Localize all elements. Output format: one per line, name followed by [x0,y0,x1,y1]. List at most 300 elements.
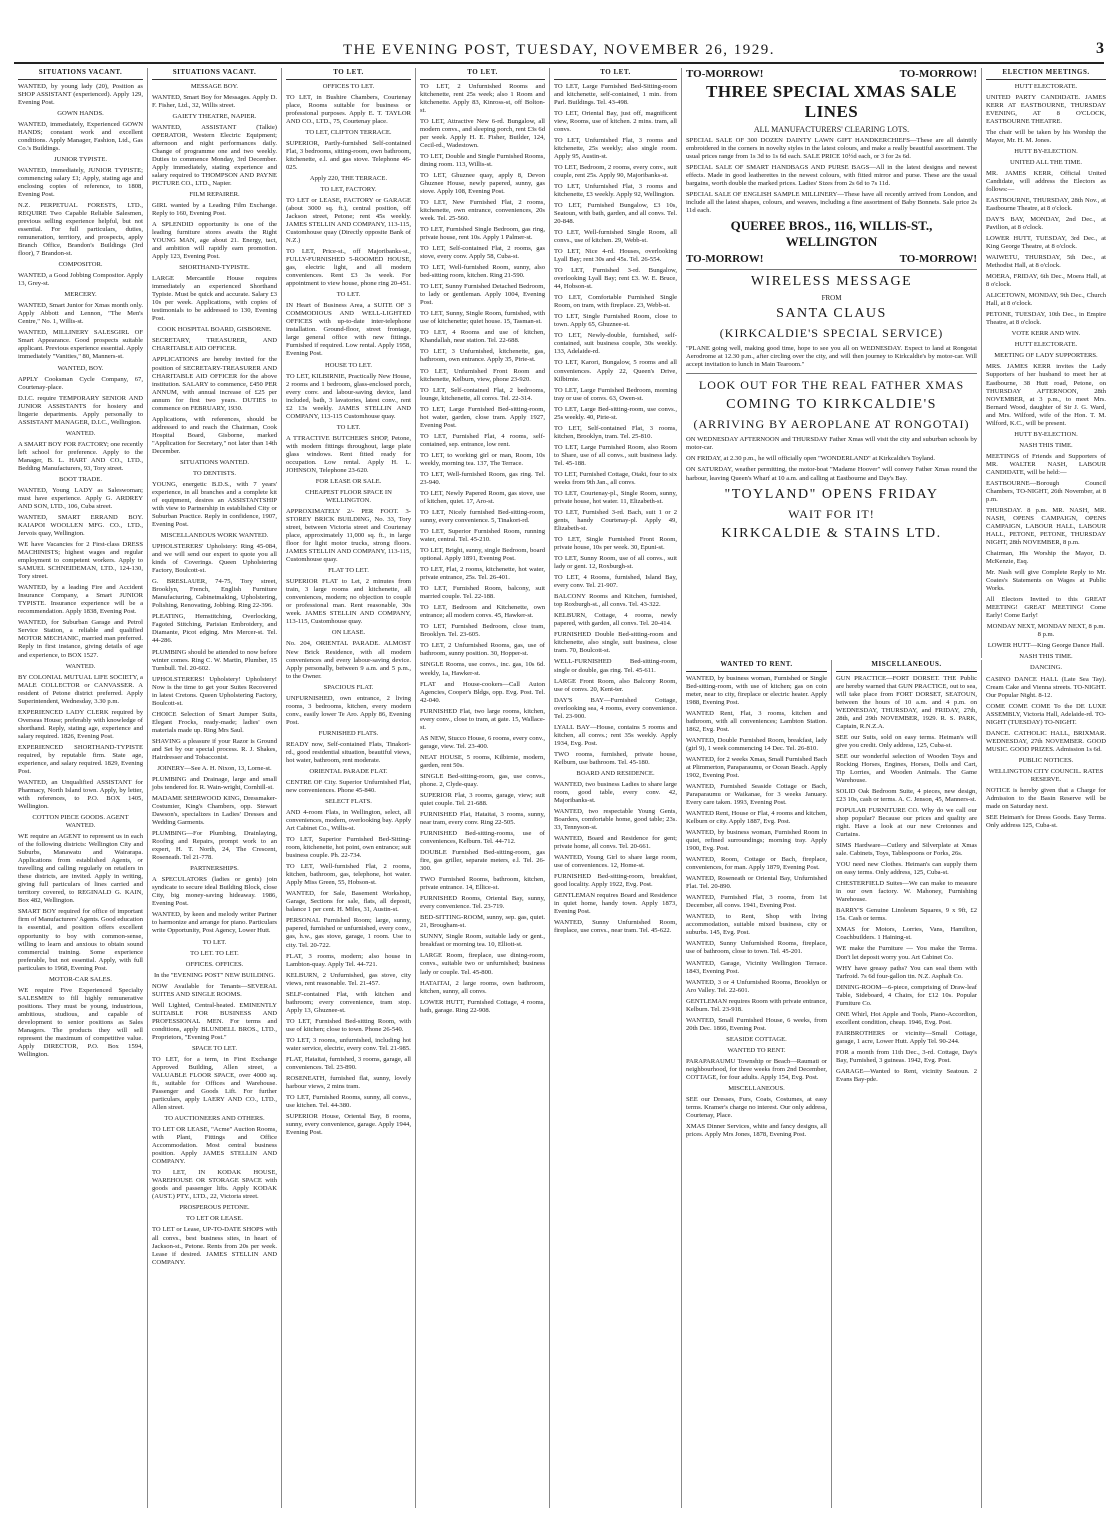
classified-ad: TO LET or Lease, UP-TO-DATE SHOPS with all convs., best business sites, in heart of Jackson-st., Petone. Rents from 20s per week. Lease if desired. JAMES STELLIN AND COMPANY. [152,1226,277,1266]
classified-ad: NOW Available for Tenants—SEVERAL SUITES AND SINGLE ROOMS. [152,982,277,998]
classified-ad: WANTED, Room, Cottage or Bach, fireplace, conveniences, for man. Apply 1879, Evening Post. [686,856,827,872]
classified-ad: WANTED, by a leading Fire and Accident Insurance Company, a Smart JUNIOR TYPISTE. Insurance experience will be a recommendation. Apply 1838, Evening Post. [18,584,143,616]
classified-ad: LOWER HUTT, TUESDAY, 3rd Dec., at King George Theatre, at 8 o'clock. [986,235,1106,251]
classified-ad: PLUMBING and Drainage, large and small jobs tendered for. R. Wain-wright, Cornhill-st. [152,775,277,791]
classified-ad: TO LET, Well-furnished Room, gas ring. Tel. 23-940. [420,470,545,486]
classified-ad: EXPERIENCED SHORTHAND-TYPISTE required, by reputable firm. State age, experience, and salary required. 1829, Evening Post. [18,743,143,775]
classified-ad: Mr. Nash will give Complete Reply to Mr. Coates's Statements on Wages at Public Works. [986,569,1106,593]
classified-ad: UNITED PARTY CANDIDATE. JAMES KERR AT EASTBOURNE, THURSDAY EVENING, AT 8 O'CLOCK, EASTBOURNE THEATRE. [986,93,1106,125]
column-3 [282,68,416,1508]
column-heading: ELECTION MEETINGS. [986,68,1106,80]
classified-ad: SELF-contained Flat, with kitchen and bathroom; every convenience, tram stop. Apply 13, Ghuznee-st. [286,990,411,1014]
classified-ad: HUTT ELECTORATE. [1014,341,1078,349]
to-morrow-right-2: TO-MORROW! [899,253,977,266]
classified-ad: MESSAGE BOY. [190,82,239,90]
classified-ad: UNITED ALL THE TIME. [1009,158,1083,166]
wireless-title: WIRELESS MESSAGE [750,274,913,290]
classified-ad: LOWER HUTT, Furnished Cottage, 4 rooms, bath, garage. Ring 22-908. [420,998,545,1014]
sale-body-handkerchiefs: SPECIAL SALE OF 300 DOZEN DAINTY LAWN GIFT HANDKERCHIEFS—These are all daintily embroidered in the corners in novelty styles in the latest colours, and make a really beautiful assortment. The usual prices range from 1s 3d to 1s 6d each. SALE PRICE 10½d each, or 3 for 2s 6d. [686,137,977,161]
to-morrow-right: TO-MORROW! [899,68,977,80]
classified-ad: LYALL BAY—House, contains 5 rooms and kitchen, all convs.; rent 35s weekly. Apply 1934, Evg. Post. [554,723,677,747]
classified-ad: EASTBOURNE—Borough Council Chambers, TO-NIGHT, 26th November, at 8 p.m. [986,479,1106,503]
classified-ad: PUBLIC NOTICES. [1018,756,1074,764]
classified-ad: WANTED, Young LADY as Saleswoman; must have experience. Apply G. ARDREY AND SON, LTD., 106, Cuba street. [18,486,143,510]
classified-ad: TO LET, Furnished Flat, 4 rooms, self-contained, sep. entrance, low rent. [420,432,545,448]
classified-ad: HATAITAI, 2 large rooms, own bathroom, kitchen, sunny, all convs. [420,979,545,995]
classified-ad: MISCELLANEOUS. [728,1084,785,1092]
classified-ad: TO LET, Karori, Bungalow, 5 rooms and all conveniences. Apply 22, Queen's Drive, Kilbirnie. [554,359,677,383]
classified-ad: UPHOLSTERERS' Upholstery: Ring 45-084, and we will send our expert to quote you all kinds of Coverings. Queen Upholstering Factory, Boulcott-st. [152,543,277,575]
classified-ad: WANTED, Smart Boy for Messages. Apply D. F. Fisher, Ltd., 32, Willis street. [152,93,277,109]
classified-ad: DANCING. [1029,664,1063,672]
sale-body-handbags: SPECIAL SALE OF SMART HANDBAGS AND PURSE BAGS—All in the latest designs and newest effects. Made in good leatherettes in the newest colours, with fitted mirror and purse. These are the usual bargains, worth double the marked prices. Ladies' Sizes from 2s 6d to 7s 11d. [686,164,977,188]
classified-ad: TO LET, Large Furnished Bedroom, morning tray or use of convs. 63, Owen-st. [554,386,677,402]
wireless-from: FROM [821,294,842,303]
classified-ad: TO LET, 2 Unfurnished Rooms and kitchenette, rent 25s week; also 1 Room and kitchenette. Apply 83, Kinross-st, off Bolton-st. [420,82,545,114]
classified-ad: TO LET, Superior Furnished Room, running water, central. Tel. 45-210. [420,528,545,544]
sale-body-millinery: SPECIAL SALE OF ENGLISH SAMPLE MILLINERY—These have all recently arrived from London, and include all the latest shapes, colours, and weaves, including a fine assortment of Baby Bonnets. Sale price 2s 11d each. [686,191,977,215]
classified-ad: XMAS Dinner Services, white and fancy designs, all prices. Apply Mrs Jones, 1878, Evening Post. [686,1123,827,1139]
classified-ad: TO LET OR LEASE. [186,1215,243,1223]
classified-ad: TO LET, FACTORY. [320,185,377,193]
classified-ad: Applications, with references, should be addressed to and reach the Chairman, Cook Hospital Board, Gisborne, marked "Application for Secretary," not later than 14th December. [152,415,277,455]
classified-ad: FLAT TO LET. [328,567,369,575]
classified-ad: WHY have greasy paths? You can seal them with Tarfroid. 7s 6d four-gallon tin. N.Z. Asphalt Co. [836,964,977,980]
classified-ad: TO LET, Unfurnished Front Room and kitchenette, Kelburn, view, phone 23-920. [420,367,545,383]
classified-ad: TO LET. [336,291,361,299]
classified-ad: POPULAR FURNITURE CO. Why do we call our shop popular? Because our prices and quality are right. Have a look at our new Cretonnes and Curtains. [836,807,977,839]
classified-ad: TO LET, Furnished Bungalow, £3 10s, Seatoun, with bath, garden, and all convs. Tel. 20-848. [554,201,677,225]
classified-ad: UPHOLSTERERS! Upholstery! Upholstery! Now is the time to get your Suites Recovered in latest Cretons. Queen Upholstering Factory, Boulcott-st. [152,675,277,707]
page-number: 3 [1096,40,1104,57]
classified-ad: SINGLE Bed-sitting-room, gas, use convs., phone. 2, Clyde-quay. [420,772,545,788]
classified-ad: WANTED, two respectable Young Gents, Boarders, comfortable home, good table; 23s. 33, Tennyson-st. [554,807,677,832]
classified-ad: G. BRESLAUER, 74-75, Tory street, Brooklyn, French, English Furniture Manufacturing, Cabinetmaking, Upholstering, Polishing, Renovating, Jobbing. Ring 22-396. [152,578,277,610]
classified-ad: GUN PRACTICE—FORT DORSET. THE Public are hereby warned that GUN PRACTICE, out to sea, will take place from FORT DORSET, SEATOUN, between the hours of 10 a.m. and 4 p.m. on WEDNESDAY, THURSDAY, and FRIDAY, 27th, 28th, and 29th NOVEMBER, 1929. R. S. PARK, Captain, R.N.Z.A. [836,674,977,730]
wait-for-it: WAIT FOR IT! [788,506,875,521]
classified-ad: AND 4-room Flats, in Wellington, select, all conveniences, modern, overlooking bay. Apply Art Cabinet Co., Willis-st. [286,809,411,833]
column-heading: SITUATIONS VACANT. [18,68,143,80]
classified-ad: ROSENEATH, furnished flat, sunny, lovely harbour views, 2 mins tram. [286,1074,411,1090]
classified-ad: XMAS for Motors, Lorries, Vans, Hamilton, Coachbuilders. 1 Haining-st. [836,926,977,942]
classified-ad: SHAVING a pleasure if your Razor is Ground and Set by our special process. R. J. Shakes, Hairdresser and Tobacconist. [152,737,277,761]
classified-ad: WANTED, an Unqualified ASSISTANT for Pharmacy, North Island town. Apply, by letter, with references, to P.O. BOX 1405, Wellington. [18,778,143,811]
classified-ad: TO LET, Furnished Cottage, Otaki, four to six weeks from 9th Jan., all convs. [554,470,677,486]
classified-ad: YOUNG, energetic B.D.S., with 7 years' experience, in all branches and a complete kit of equipment, desires an ASSISTANTSHIP with view to Partnership in established City or Suburban Practice. Reply in confidence, 1907, Evening Post. [152,480,277,529]
classified-ad: WANTED, immediately, JUNIOR TYPISTE; commencing salary £1; Apply, stating age and enclosing copies of reference, to 1808, Evening Post. [18,166,143,198]
classified-ad: WANTED, Sunny Unfurnished Rooms, fireplace, use of bathroom, close to town. Tel. 45-201. [686,940,827,956]
classified-ad: FOR a month from 11th Dec., 3-rd. Cottage, Day's Bay, Furnished, 3 guineas. 1942, Evg. Post. [836,1048,977,1064]
classified-ad: FOR LEASE OR SALE. [315,477,382,485]
classified-ad: DAY'S BAY, MONDAY, 2nd Dec., at Pavilion, at 8 o'clock. [986,215,1106,231]
classified-ad: WANTED, for 2 weeks Xmas, Small Furnished Bach at Plimmerton, Paraparaumu, or Ocean Beach. Apply 1902, Evening Post. [686,755,827,779]
classified-ad: PLUMBING—For Plumbing, Drainlaying, Roofing and Repairs, prompt work to an expert, H. T. North, 24, The Crescent, Roseneath. Tel 21-778. [152,830,277,862]
classified-ad: TWO rooms, furnished, private house, Kelburn, use bathroom. Tel. 45-180. [554,750,677,766]
classified-ad: DOUBLE Furnished Bed-sitting-room, gas fire, gas griller, separate meters, e.l. Tel. 26-300. [420,849,545,873]
classified-ad: TO LET, Single Furnished Room, close to town. Apply 65, Ghuznee-st. [554,313,677,329]
classified-ad: SEE our wonderful selection of Wooden Toys and Rocking Horses, Engines, Horses, Dolls and Cart, Tip Lorries, and Wooden Animals. The Game Warehouse. [836,752,977,784]
classified-ad: JUNIOR TYPISTE. [54,155,107,163]
classified-ad: WE have Vacancies for 2 First-class DRESS MACHINISTS; highest wages and regular employment to competent workers. Apply to SAMUEL SCHNEIDEMAN, LTD., 124-130, Tory street. [18,541,143,581]
classified-ad: Chairman, His Worship the Mayor, D. McKenzie, Esq. [986,550,1106,566]
classified-ad: SUPERIOR FLAT to Let, 2 minutes from train, 3 large rooms and kitchenette, all conveniences, modern; no objection to couple or professional man. Rent reasonable, 30s week. JAMES STELLIN AND COMPANY, 113-115, Customhouse quay. [286,578,411,626]
classified-ad: ORIENTAL PARADE FLAT. [309,767,388,775]
classified-ad: YOU need new Clothes. Heiman's can supply them on easy terms. Only address, 125, Cuba-st. [836,861,977,877]
classified-ad: HUTT BY-ELECTION. [1014,147,1078,155]
classified-ad: SUNNY, Single Room, suitable lady or gent., breakfast or morning tea. 10, Elliott-st. [420,933,545,949]
classified-ad: WANTED, BOY. [57,364,104,372]
classified-ad: MONDAY NEXT, MONDAY NEXT, 8 p.m. 8 p.m. [986,623,1106,639]
classified-ad: SUPERIOR House, Oriental Bay, 8 rooms, sunny, every convenience, garage. Apply 1944, Evening Post. [286,1113,411,1137]
classified-ad: TO LET, for a term, in First Exchange Approved Building, Allen street, a VALUABLE FLOOR SPACE, over 4000 sq. ft., suitable for Offices and Warehouse. Passenger and Goods Lift. For further particulars, apply LAERY AND CO., LTD., Allen street. [152,1055,277,1112]
classified-ad: TO LET, Unfurnished Flat, 3 rooms and kitchenette, 25s weekly; also single room. Apply 95, Austin-st. [554,136,677,160]
classified-ad: TO LET. [202,938,227,946]
classified-ad: SPACE TO LET. [191,1044,237,1052]
classified-ad: FURNISHED Flat, two large rooms, kitchen, every conv., close to tram, at gate. 15, Wallace-st. [420,707,545,731]
classified-ad: TO LET, in Bushire Chambers, Courtenay place, Rooms suitable for business or professional purposes. Apply E. T. TAYLOR AND CO., LTD., 75, Courtenay place. [286,93,411,125]
classified-ad: TO LET, Ghuznee quay, apply 8, Devon Ghuznee House, newly papered, sunny, gas stove. Apply 108, Evening Post. [420,171,545,195]
classified-ad: BARRY'S Genuine Linoleum Squares, 9 x 9ft, £2 15s. Cash or terms. [836,907,977,923]
santa-subtitle: (KIRKCALDIE'S SPECIAL SERVICE) [719,326,944,341]
classified-ad: BOOT TRADE. [59,475,102,483]
classified-ad: SELECT FLATS. [325,798,372,805]
classified-ad: FLAT, 3 rooms, modern; also house in Lambton-quay. Apply Tel. 44-721. [286,952,411,968]
classified-ad: PARAPARAUMU Township or Beach—Raumati or neighbourhood, for three weeks from 2nd December, COTTAGE, for four adults. Apply 154, Evg. Post. [686,1057,827,1081]
classified-ad: The chair will be taken by his Worship the Mayor, Mr. H. M. Jones. [986,128,1106,144]
to-morrow-left: TO-MORROW! [686,68,764,80]
classified-ad: GOWN HANDS. [57,109,104,117]
classified-ad: A SMART BOY FOR FACTORY; one recently left school for preference. Apply to the Manager, B. L. HART AND CO., LTD., Bedding Manufacturers, 93, Tory street. [18,440,143,472]
classified-ad: CASINO DANCE HALL (Late Sea Tay). Cream Cake and Vienna streets. TO-NIGHT. Our Popular Night. 8-12. [986,675,1106,699]
newspaper-title: THE EVENING POST, TUESDAY, NOVEMBER 26, 1929. [343,42,775,58]
classified-ad: TO LET, Comfortable Furnished Single Room, on tram, with fireplace. 23, Webb-st. [554,294,677,310]
coming-to-kirkcaldies: COMING TO KIRKCALDIE'S [726,397,937,413]
classified-ad: WANTED, immediately, Experienced GOWN HANDS; constant work and excellent conditions. Apply Manager, Fashion, Ltd., Gas Co.'s Buildings. [18,120,143,152]
classified-ad: SUPERIOR, Partly-furnished Self-contained Flat, 3 bedrooms, sitting-room, own bathroom, kitchenette, e.l. and gas stove. Telephone 46-025. [286,139,411,171]
arriving-body: ON WEDNESDAY AFTERNOON and THURSDAY Father Xmas will visit the city and suburban schools by motor-car. [686,436,977,452]
classified-ad: TO DENTISTS. [192,469,237,477]
column-heading: WANTED TO RENT. [686,660,827,672]
classified-ad: MOTOR-CAR SALES. [49,975,112,983]
classified-ad: FURNISHED Flat, Hataitai, 3 rooms, sunny, near tram, every conv. Ring 22-505. [420,810,545,826]
toyland-opens: "TOYLAND" OPENS FRIDAY [724,486,939,502]
classified-ad: MR. JAMES KERR, Official United Candidate, will address the Electors as follows:— [986,169,1106,193]
classified-ad: PARTNERSHIPS. [190,865,239,873]
classified-ad: WANTED, by business woman, Furnished or Single Bed-sitting-room, with use of kitchen; gas on coin meter, near to city, fireplace or electric heater. Apply 1988, Evening Post. [686,674,827,706]
classified-ad: TO LET. TO LET. [190,949,239,957]
classified-ad: WANTED, Double Furnished Room, breakfast, lady (girl 9), 1 week commencing 14 Dec. Tel. 26-810. [686,736,827,752]
classified-ad: Apply 220, THE TERRACE. [309,174,388,182]
column-heading: TO LET. [420,68,545,80]
classified-ad: In the "EVENING POST" NEW BUILDING. [153,971,275,979]
classified-ad: WANTED Rent, Flat, 3 rooms, kitchen and bathroom, with all conveniences; Lambton Station. 1862, Evg. Post. [686,709,827,733]
classified-ad: TO LET, Newly Papered Room, gas stove, use of kitchen, quiet. 17, Aro-st. [420,489,545,505]
classified-ad: IN Heart of Business Area, a SUITE OF 3 COMMODIOUS AND WELL-LIGHTED OFFICES with up-to-date inter-telephone installation. Ground-floor, street frontage, large general office with new fittings. Furnished if required. Low rental. Apply 1958, Evening Post. [286,302,411,358]
classified-ad: WANTED, Board and Residence for gent; private home, all convs. Tel. 20-661. [554,835,677,851]
classified-ad: TO LET, Large Furnished Bed-Sitting-room and kitchenette, self-contained, 1 min. from Parl. Buildings. Tel. 43-498. [554,82,677,106]
classified-ad: TO LET, Large Furnished Bed-sitting-room, hot water, garden, close tram. Apply 1927, Evening Post. [420,405,545,429]
classified-ad: WANTED, Garage, Vicinity Wellington Terrace. 1843, Evening Post. [686,959,827,975]
classified-ad: A TTRACTIVE BUTCHER'S SHOP, Petone, with modern fittings throughout, large plate glass windows. Rent fitted ready for occupation. Low rental. Apply H. L. JOHNSON, Telephone 23-620. [286,434,411,474]
classified-ad: TO LET, Nicely furnished Bed-sitting-room, sunny, every convenience. 5, Tinakori-rd. [420,508,545,524]
classified-ad: WANTED, Smart Junior for Xmas month only. Apply Abbott and Lennon, "The Men's Centre," No. 1, Willis-st. [18,302,143,326]
classified-ad: PETONE, TUESDAY, 10th Dec., in Empire Theatre, at 8 o'clock. [986,311,1106,327]
classified-ad: TO LET, Well-furnished Room, sunny, also bed-sitting room, kitchen. Ring 21-590. [420,264,545,280]
friday-body: ON FRIDAY, at 2.30 p.m., he will officially open "WONDERLAND" at Kirkcaldie's Toyland. [686,455,936,463]
lower-column-2 [832,660,982,1508]
classified-ad: SEE our Dresses, Furs, Coats, Costumes, at easy terms. Kramer's charge no interest. Our only address, Courtenay, Place. [686,1095,827,1119]
classified-ad: SEE Heiman's for Dress Goods. Easy Terms. Only address 125, Cuba-st. [986,813,1106,829]
classified-ad: WANTED, by young lady (20), Position as SHOP ASSISTANT (experienced). Apply 129, Evening Post. [18,82,143,106]
to-morrow-left-2: TO-MORROW! [686,253,764,266]
sale-headline: THREE SPECIAL XMAS SALE LINES [706,82,957,121]
classified-ad: Well Lighted, Central-heated. EMINENTLY SUITABLE FOR BUSINESS AND PROFESSIONAL MEN. For terms and conditions, apply BLUNDELL BROS., LTD., Proprietors, "Evening Post." [152,1001,277,1041]
classified-ad: SHORTHAND-TYPISTE. [179,264,250,272]
classified-ad: TO LET, CLIFTON TERRACE. [305,128,392,136]
classified-ad: PLUMBING should be attended to now before winter comes. Ring C. W. Martin, Plumber, 15 Turnbull. Tel. 20-602. [152,648,277,672]
classified-ad: TO LET, IN KODAK HOUSE, WAREHOUSE OR STORAGE SPACE with goods and passenger lifts. Apply KODAK (AUST.) PTY., LTD., 22, Victoria street. [152,1169,277,1201]
classified-ad: MADAME SHERWOOD KING, Dressmaker-Costumier, King's Chambers, opp. Stewart Dawson's, specializes in Ladies' Dresses and Wedding Garments. [152,795,277,827]
column-5 [550,68,682,1508]
classified-ad: LARGE Mercantile House requires immediately an experienced Shorthand Typiste. Must be quick and accurate. Salary £3 10s per week. Applications, with copies of testimonials to be addressed to 130, Evening Post. [152,275,277,323]
kirkcaldie-stains: KIRKCALDIE & STAINS LTD. [721,525,942,541]
column-4 [416,68,550,1508]
classified-ad: TO LET, Well-furnished Flat, 2 rooms, kitchen, bathroom, gas, telephone, hot water. Apply Miss Green, 55, Hobson-st. [286,863,411,887]
classified-ad: TO LET, Sunny, Single Room, furnished, with use of kitchenette; quiet house. 15, Tasman-st. [420,310,545,326]
classified-ad: WANTED, for Sale, Basement Workshop, Garage, Sections for sale, flats, all deposit, balance 1 per cent. H. Miles, 31, Austin-st. [286,890,411,914]
classified-ad: WELL-FURNISHED Bed-sitting-room, single or double, gas ring. Tel. 45-611. [554,658,677,674]
lower-column-3 [982,68,1110,1508]
classified-ad: SEE our Suits, sold on easy terms. Heiman's will give you credit. Only address, 125, Cuba-st. [836,733,977,749]
classified-ad: TO LET, 4 Rooms and use of kitchen, Khandallah, near station. Tel. 22-688. [420,329,545,345]
column-1 [14,68,148,1508]
classified-ad: HOUSE TO LET. [324,361,373,369]
classified-ad: TO AUCTIONEERS AND OTHERS. [164,1115,265,1123]
classified-ad: TO LET, Large Furnished Room, also Room to Share, use of all convs., suit business lady. Tel. 45-188. [554,443,677,467]
classified-ad: BOARD AND RESIDENCE. [576,769,655,777]
classified-ad: WANTED, ASSISTANT (Talkie) OPERATOR, Western Electric Equipment; afternoon and night performances daily. Change of programme one and two weekly. Duties to commence Monday, 3rd December. Apply immediately, stating experience and salary required to THOMPSON AND PAYNE PICTURE CO., LTD., Napier. [152,123,277,187]
classified-ad: MRS. JAMES KERR invites the Lady Supporters of her husband to meet her at Eastbourne, 38 Hutt road, Petone, on THURSDAY AFTERNOON, 28th NOVEMBER, at 3 p.m., to meet Mrs. Bernard Wood, daughter of Sir J. G. Ward, and Mrs. Wilford, wife of the Hon. T. M. Wilford, K.C., will be present. [986,363,1106,427]
classified-ad: WANTED, by keen and melody writer Partner to harmonize and arrange for piano. Particulars write Opportunity, Post Agency, Lower Hutt. [152,911,277,935]
classified-ad: CHEAPEST FLOOR SPACE IN WELLINGTON. [305,488,392,504]
classified-ad: COTTON PIECE GOODS. AGENT WANTED. [32,814,129,830]
classified-ad: TO LET, 3 Unfurnished, kitchenette, gas, bathroom, own entrance. Apply 35, Pirie-st. [420,348,545,364]
classified-ad: TO LET, Furnished Room, balcony, suit married couple. Tel. 22-188. [420,585,545,601]
classified-ad: TO LET, Sunny Room, use of all convs., suit lady or gent. 12, Roxburgh-st. [554,555,677,571]
arriving-aeroplane: (ARRIVING BY AEROPLANE AT RONGOTAI) [693,417,970,432]
classified-ad: PLEATING, Hemstitching, Overlocking, Fagoted Stitching, Parisian Embroidery, and Diamante, Picot edging. Mrs Mercer-st. Tel. 44-286. [152,613,277,645]
column-heading: MISCELLANEOUS. [836,660,977,672]
classified-ad: NASH THIS TIME. [1019,441,1073,449]
classified-ad: TO LET, Self-contained Flat, 2 bedrooms, lounge, kitchenette, all convs. Tel. 22-314. [420,386,545,402]
classified-ad: N.Z. PERPETUAL FORESTS, LTD., REQUIRE Two Capable Reliable Salesmen, previous selling experience helpful, but not essential. For full particulars, duties, remuneration, territory, and prospects, apply Branch Office, Brandon's Buildings (3rd floor), 7 Brandon-st. [18,201,143,258]
classified-ad: GIRL wanted by a Leading Film Exchange. Reply to 160, Evening Post. [152,201,277,217]
classified-ad: D.I.C. require TEMPORARY SENIOR AND JUNIOR ASSISTANTS for hosiery and lingerie departments. Apply personally to ASSISTANT MANAGER, D.I.C., Wellington. [18,394,143,426]
classified-ad: LARGE Front Room, also Balcony Room, use of convs. 20, Kent-ter. [554,677,677,693]
classified-ad: TO LET, Well-furnished Single Room, all convs., use of kitchen. 29, Webb-st. [554,229,677,245]
classified-ad: JOINERY—See A. H. Nixon, 13, Lorne-st. [157,764,272,772]
classified-ad: WANTED, a Good Jobbing Compositor. Apply 13, Grey-st. [18,272,143,288]
column-2 [148,68,282,1508]
classified-ad: READY now, Self-contained Flats, Tinakori-rd., good residential situation, beautiful views, hot water, bathroom, rent moderate. [286,740,411,764]
classified-ad: MEETINGS of Friends and Supporters of MR. WALTER NASH, LABOUR CANDIDATE, will be held:— [986,452,1106,476]
classified-ad: WE require Five Experienced Specialty SALESMEN to fill highly remunerative positions. They must be young, industrious, ambitious, studious, and capable of development to senior positions as Sales Managers. The products they will sell represent the maximum of competitive value. Apply DIRECTOR, P.O. Box 1594, Wellington. [18,986,143,1058]
classified-ad: WANTED, Furnished Flat, 3 rooms, from 1st December, all convs. 1941, Evening Post. [686,894,827,910]
column-heading: TO LET. [286,68,411,80]
classified-ad: FURNISHED FLATS. [318,729,379,737]
classified-ad: WANTED, 3 or 4 Unfurnished Rooms, Brooklyn or Aro Valley. Tel. 22-601. [686,978,827,994]
classified-ad: SOLID Oak Bedroom Suite, 4 pieces, new design, £23 10s, cash or terms. A. C. Jenson, 45, Manners-st. [836,787,977,803]
classified-ad: TO LET, Furnished Bedroom, close tram, Brooklyn. Tel. 23-605. [420,623,545,639]
classified-ad: TO LET OR LEASE, "Acme" Auction Rooms, with Plant, Fittings and Office Accommodation. Most central business position. Apply JAMES STELLIN AND COMPANY. [152,1126,277,1166]
classified-ad: TO LET, Furnished Bed-sitting Room, with use of kitchen; close to town. Phone 26-540. [286,1017,411,1033]
classified-ad: WANTED. [65,429,96,437]
classified-ad: PERSONAL Furnished Room; large, sunny, papered, furnished or unfurnished, every conv., gas, h.w., gas stove, garage, 1 room. Use to city. Tel. 20-722. [286,917,411,949]
classified-ad: WANTED, Small Furnished House, 6 weeks, from 20th Dec. 1866, Evening Post. [686,1016,827,1032]
classified-ad: WANTED Rent, House or Flat, 4 rooms and kitchen, Kelburn or city. Apply 1887, Evg. Post. [686,810,827,826]
classified-ad: TO LET, 3 rooms, unfurnished, including hot water service, electric, every conv. Tel. 21-985. [286,1036,411,1052]
classified-ad: VOTE KERR AND WIN. [1011,330,1081,338]
classified-ad: SITUATIONS WANTED. [179,458,250,466]
classified-ad: COME COME COME To the DE LUXE ASSEMBLY, Victoria Hall, Adelaide-rd. TO-NIGHT (TUESDAY) TO-NIGHT. [986,702,1106,726]
classified-ad: WANTED, two business Ladies to share large room, good table, every conv. 42, Majoribanks-st. [554,780,677,804]
classified-ad: GAIETY THEATRE, NAPIER. [172,112,257,120]
classified-ad: FILM REPAIRER. [189,190,240,198]
classified-ad: No. 204, ORIENTAL PARADE. ALMOST New Brick Residence, with all modern conveniences and every labour-saving device. Apply personally, between 9 a.m. and 5 p.m., to the Owner. [286,640,411,680]
classified-ad: TO LET, Sunny Furnished Detached Bedroom, to lady or gentleman. Apply 1004, Evening Post. [420,283,545,307]
classified-ad: A SPLENDID opportunity is one of the leading furniture stores awaits the Right YOUNG MAN, age about 21. Energy, tact, and ambition will rapidly earn promotion. Apply 123, Evening Post. [152,221,277,261]
classified-ad: DANCE. CATHOLIC HALL, BRIXMAR. WEDNESDAY, 27th NOVEMBER. GOOD MUSIC. GOOD PRIZES. Admission 1s 6d. [986,729,1106,753]
classified-ad: TO LET, to working girl or man, Room, 10s weekly, morning tea. 137, The Terrace. [420,451,545,467]
classified-ad: WE make the Furniture — You make the Terms. Don't let deposit worry you. Art Cabinet Co. [836,945,977,961]
classified-ad: CENTRE OF City. Superior Unfurnished Flat, new conveniences. Phone 45-840. [286,778,411,794]
classified-ad: BALCONY Rooms and Kitchen, furnished, top Roxburgh-st., all convs. Tel. 43-322. [554,593,677,609]
classified-ad: TO LET, Unfurnished Flat, 3 rooms and kitchenette, £3 weekly. Apply 92, Wellington. [554,182,677,198]
masthead [14,40,1104,64]
column-heading: SITUATIONS VACANT. [152,68,277,80]
classified-ad: WANTED, to Rent, Shop with living accommodation, suitable mixed business, city or suburbs. 145, Evg. Post. [686,913,827,937]
classified-ad: COMPOSITOR. [58,261,103,269]
classified-ad: KELBURN, Cottage, 4 rooms, newly papered, with garden, all convs. Tel. 20-414. [554,612,677,628]
classified-ad: NEAT HOUSE, 5 rooms, Kilbirnie, modern, garden, rent 50s. [420,753,545,769]
classified-ad: TO LET, Courtenay-pl., Single Room, sunny, private house, hot water. 11, Elizabeth-st. [554,489,677,505]
classified-ad: EXPERIENCED LADY CLERK required by Overseas House; preferably with knowledge of shorthand. Reply, stating age, experience and salary required. 1826, Evening Post. [18,708,143,740]
classified-ad: COOK HOSPITAL BOARD, GISBORNE. [157,326,272,334]
classified-ad: CHOICE Selection of Smart Jumper Suits, Elegant Frocks, ready-made; ladies' own materials made up. Ring Mrs Saul. [152,710,277,734]
classified-ad: WANTED, for Suburban Garage and Petrol Service Station, a reliable and qualified MOTOR MECHANIC, married man preferred. Reply in first instance, giving details of age and experience, to BOX 1527. [18,619,143,659]
classified-ad: WANTED, Furnished Seaside Cottage or Bach, Paraparaumu or Waikanae, for 3 weeks January. Every care taken. 1993, Evening Post. [686,782,827,806]
classified-ad: SEASIDE COTTAGE. [726,1035,787,1043]
classified-ad: MISCELLANEOUS WORK WANTED. [160,532,269,540]
classified-ad: TO LET, Flat, 2 rooms, kitchenette, hot water, private entrance, 25s. Tel. 26-401. [420,566,545,582]
classified-ad: SMART BOY required for office of important firm of Manufacturers' Agents. Good education is essential, and position offers excellent opportunity to boy with common-sense, willing to learn and anxious to obtain sound commercial training. Some experience preferable, but not essential. Apply, with full particulars to 1968, Evening Post. [18,908,143,972]
classified-ad: WANTED, Roseneath or Oriental Bay, Unfurnished Flat. Tel. 20-890. [686,875,827,891]
classified-ad: LOWER HUTT—King George Dance Hall. [987,642,1105,650]
classified-ad: FURNISHED Bed-sitting-rooms, use of conveniences, Kelburn. Tel. 44-712. [420,830,545,846]
classified-ad: AS NEW, Stucco House, 6 rooms, every conv., garage, view. Tel. 23-400. [420,734,545,750]
classified-ad: WANTED TO RENT. [727,1046,786,1054]
classified-ad: TO LET, KILBIRNIE, Practically New House, 2 rooms and 1 bedroom, glass-enclosed porch, every conv. and labour-saving device, land included, bath, 3 lavatories, latest conv., rent £2 13s weekly. JAMES STELLIN AND COMPANY, 113-115 Customhouse quay. [286,372,411,420]
classified-ad: TO LET, Oriental Bay, just off, magnificent view, Rooms, use of kitchen. 2 mins. tram, all convs. [554,109,677,133]
classified-ad: GENTLEMAN requires Board and Residence in quiet home, handy town. Apply 1873, Evening Post. [554,892,677,916]
classified-ad: TO LET, Bedroom, 2 rooms, every conv., suit couple, rent 25s. Apply 90, Majoribanks-st. [554,163,677,179]
sale-subhead: ALL MANUFACTURERS' CLEARING LOTS. [753,125,910,134]
classified-ad: TO LET, Self-contained Flat, 3 rooms, kitchen, Brooklyn, tram. Tel. 25-810. [554,424,677,440]
classified-ad: OFFICES. OFFICES. [185,960,244,968]
queree-store: QUEREE BROS., 116, WILLIS-ST., WELLINGTON [730,218,933,250]
classified-ad: TO LET, Bedroom and Kitchenette, own entrance; all modern convs. 45, Hawker-st. [420,604,545,620]
classified-ad: TO LET, Attractive New 6-rd. Bungalow, all modern convs., and sleeping porch, rent £3s 6d per week. Apply H. E. Fisher, Builder, 124, Cecil-rd., Wadestown. [420,117,545,149]
classified-ad: APPLY Cooksman Cycle Company, 67, Courtenay-place. [18,375,143,391]
classified-ad: ON LEASE. [331,629,366,637]
classified-ad: BED-SITTING-ROOM, sunny, sep. gas, quiet. 21, Brougham-st. [420,914,545,930]
classified-ad: TO LET, Price-st., off Majoribanks-st., FULLY-FURNISHED 5-ROOMED HOUSE, gas, electric light, and all modern conveniences. Rent £3 3s week. For appointment to view house, phone ring 20-451. [286,248,411,288]
classified-ad: MEETING OF LADY SUPPORTERS. [994,352,1098,360]
classified-ad: ONE Whirl, Hot Apple and Tools, Piano-Accordion, excellent condition, cheap. 1946, Evg. Post. [836,1010,977,1026]
classified-ad: FURNISHED Rooms, Oriental Bay, sunny, every convenience. Tel. 23-719. [420,895,545,911]
classified-ad: ALICETOWN, MONDAY, 9th Dec., Church Hall, at 8 o'clock. [986,292,1106,308]
classified-ad: DINING-ROOM—6-piece, comprising of Draw-leaf Table, Sideboard, 4 Chairs, for £12 10s. Popular Furniture Co. [836,983,977,1007]
classified-ad: FURNISHED Double Bed-sitting-room and kitchenette, also single, suit business, close tram. 70, Boulcott-st. [554,631,677,655]
classified-ad: TO LET, Bright, sunny, single Bedroom, board optional. Apply 1891, Evening Post. [420,547,545,563]
classified-ad: WANTED, by business woman, Furnished Room in quiet, refined surroundings; morning tray. Apply 1900, Evg. Post. [686,829,827,853]
classified-ad: BY COLONIAL MUTUAL LIFE SOCIETY, a MALE COLLECTOR or CANVASSER. A resident of Petone district preferred. Apply Superintendent, Wednesday, 3.30 p.m. [18,673,143,705]
classified-ad: MOERA, FRIDAY, 6th Dec., Moera Hall, at 8 o'clock. [986,273,1106,289]
classified-ad: WAIWETU, THURSDAY, 5th Dec., at Methodist Hall, at 8 o'clock. [986,254,1106,270]
classified-ad: TO LET, Single Furnished Front Room, private house, 10s per week. 30, Epuni-st. [554,536,677,552]
classified-ad: TWO Furnished Rooms, bathroom, kitchen, private entrance. 14, Ellice-st. [420,876,545,892]
classified-ad: SECRETARY, TREASURER, AND CHARITABLE AID OFFICER. [152,337,277,353]
classified-ad: TO LET or LEASE, FACTORY or GARAGE (about 3000 sq. ft.), central position, off Jackson street, Petone; rent 45s weekly. JAMES STELLIN AND COMPANY, 113-115, Customhouse quay (Directly opposite Bank of N.Z.) [286,196,411,245]
classified-ad: GARAGE—Wanted to Rent, vicinity Seatoun. 2 Evans Bay-pde. [836,1067,977,1083]
classified-ad: APPLICATIONS are hereby invited for the position of SECRETARY-TREASURER AND CHARITABLE AID OFFICER for the above institution. SALARY to commence, £450 PER ANNUM, with annual increase of £25 per annum for first two years. DUTIES to commence on FEBRUARY, 1930. [152,356,277,412]
classified-ad: FLAT and House-cookers—Call Auton Agencies, Cooper's Bldgs, opp. Evg. Post. Tel. 42-040. [420,680,545,704]
classified-ad: TO LET, Self-contained Flat, 2 rooms, gas stove, every conv. Apply 58, Cuba-st. [420,245,545,261]
classified-ad: HUTT ELECTORATE. [1014,82,1078,90]
classified-ad: SINGLE Rooms, use convs., inc. gas, 10s 6d. weekly, 1a, Hawker-st. [420,661,545,677]
classified-ad: LARGE Room, fireplace, use dining-room, convs., suitable two or unfurnished; business lady or couple. Tel. 45-800. [420,952,545,976]
classified-ad: SIMS Hardware—Cutlery and Silverplate at Xmas sale. Cabinets, Toys, Tablespoons or Forks, 26s. [836,842,977,858]
lower-column-1 [682,660,832,1508]
classified-ad: TO LET, New Furnished Flat, 2 rooms, kitchenette, own entrance, conveniences, 20s week. Tel. 25-560. [420,198,545,222]
classified-ad: SUPERIOR Flat, 3 rooms, garage, view; suit quiet couple. Tel. 21-688. [420,791,545,807]
classified-ad: TO LET, 2 Unfurnished Rooms, gas, use of bathroom, sunny position. 30, Hopper-st. [420,642,545,658]
santa-claus: SANTA CLAUS [776,306,887,322]
classified-ad: UNFURNISHED, own entrance, 2 living rooms, 3 bedrooms, kitchen, every modern conv., easily lower Te Aro. Apply 86, Evening Post. [286,694,411,726]
classified-ad: MERCERY. [64,291,97,299]
santa-body: "PLANE going well, making good time, hope to see you all on WEDNESDAY. Expect to land at Rongotai Aerodrome at 12.30 p.m., after circling over the city, and will then journey to Kirkcaldie's by motor-car. Will accept invitation to lunch in Main Tearoom." [686,345,977,369]
classified-ad: DAY'S BAY—Furnished Cottage, overlooking sea, 4 rooms, every convenience. Tel. 23-900. [554,696,677,720]
classified-ad: TO LET, Furnished 3-rd. Bungalow, overlooking Lyall Bay; rent £3. W. E. Bruce, 44, Hobson-st. [554,267,677,291]
saturday-body: ON SATURDAY, weather permitting, the motor-boat "Madame Hoover" will convey Father Xmas round the harbour, leaving Queen's Wharf at 10 a.m. and calling at Eastbourne and Day's Bay. [686,466,977,482]
classified-ad: WANTED, MILLINERY SALESGIRL OF Smart Appearance. Good prospects suitable applicant. Previous experience essential. Apply immediately "Vanities," 80, Manners-st. [18,329,143,361]
classified-ad: TO LET, Double and Single Furnished Rooms, dining room. 113, Willis-st. [420,152,545,168]
kirkcaldie-queree-feature-ad [682,68,982,658]
classified-ad: PROSPEROUS PETONE. [179,1204,250,1212]
classified-ad: FLAT, Hataitai, furnished, 3 rooms, garage, all conveniences. Tel. 23-890. [286,1055,411,1071]
classified-ad: WELLINGTON CITY COUNCIL. RATES RESERVE. [988,767,1104,783]
classified-ad: TO LET, Furnished Single Bedroom, gas ring, private house, rent 10s. Apply 1 Palmer-st. [420,226,545,242]
classified-ad: TO LET, Nice 4-rd. Houses, overlooking Lyall Bay; rent 30s and 45s. Tel. 26-554. [554,248,677,264]
classified-ad: TO LET, Furnished 3-rd. Bach, suit 1 or 2 gents, handy Courtenay-pl. Apply 49, Elizabeth-st. [554,508,677,533]
classified-ad: APPROXIMATELY 2/- PER FOOT. 3-STOREY BRICK BUILDING, No. 33, Tory street, between Victoria street and Courtenay place, approximately 11,000 sq. ft., in large floor for light motor trucks, strong floors. JAMES STELLIN AND COMPANY, 113-115, Customhouse quay. [286,508,411,564]
classified-ad: NASH THIS TIME. [1019,653,1073,661]
classified-ad: WANTED, SMART ERRAND BOY. KAIAPOI WOOLLEN MFG. CO., LTD., Jervois quay, Wellington. [18,514,143,538]
classified-ad: WANTED. [65,662,96,670]
classified-ad: WANTED, Young Girl to share large room, use of conveniences. 12, Home-st. [554,854,677,870]
lookout: LOOK OUT FOR THE REAL FATHER XMAS [698,378,965,393]
classified-ad: TO LET, Newly-double, furnished, self-contained, suit business couple, 30s weekly. 133, Adelaide-rd. [554,332,677,356]
